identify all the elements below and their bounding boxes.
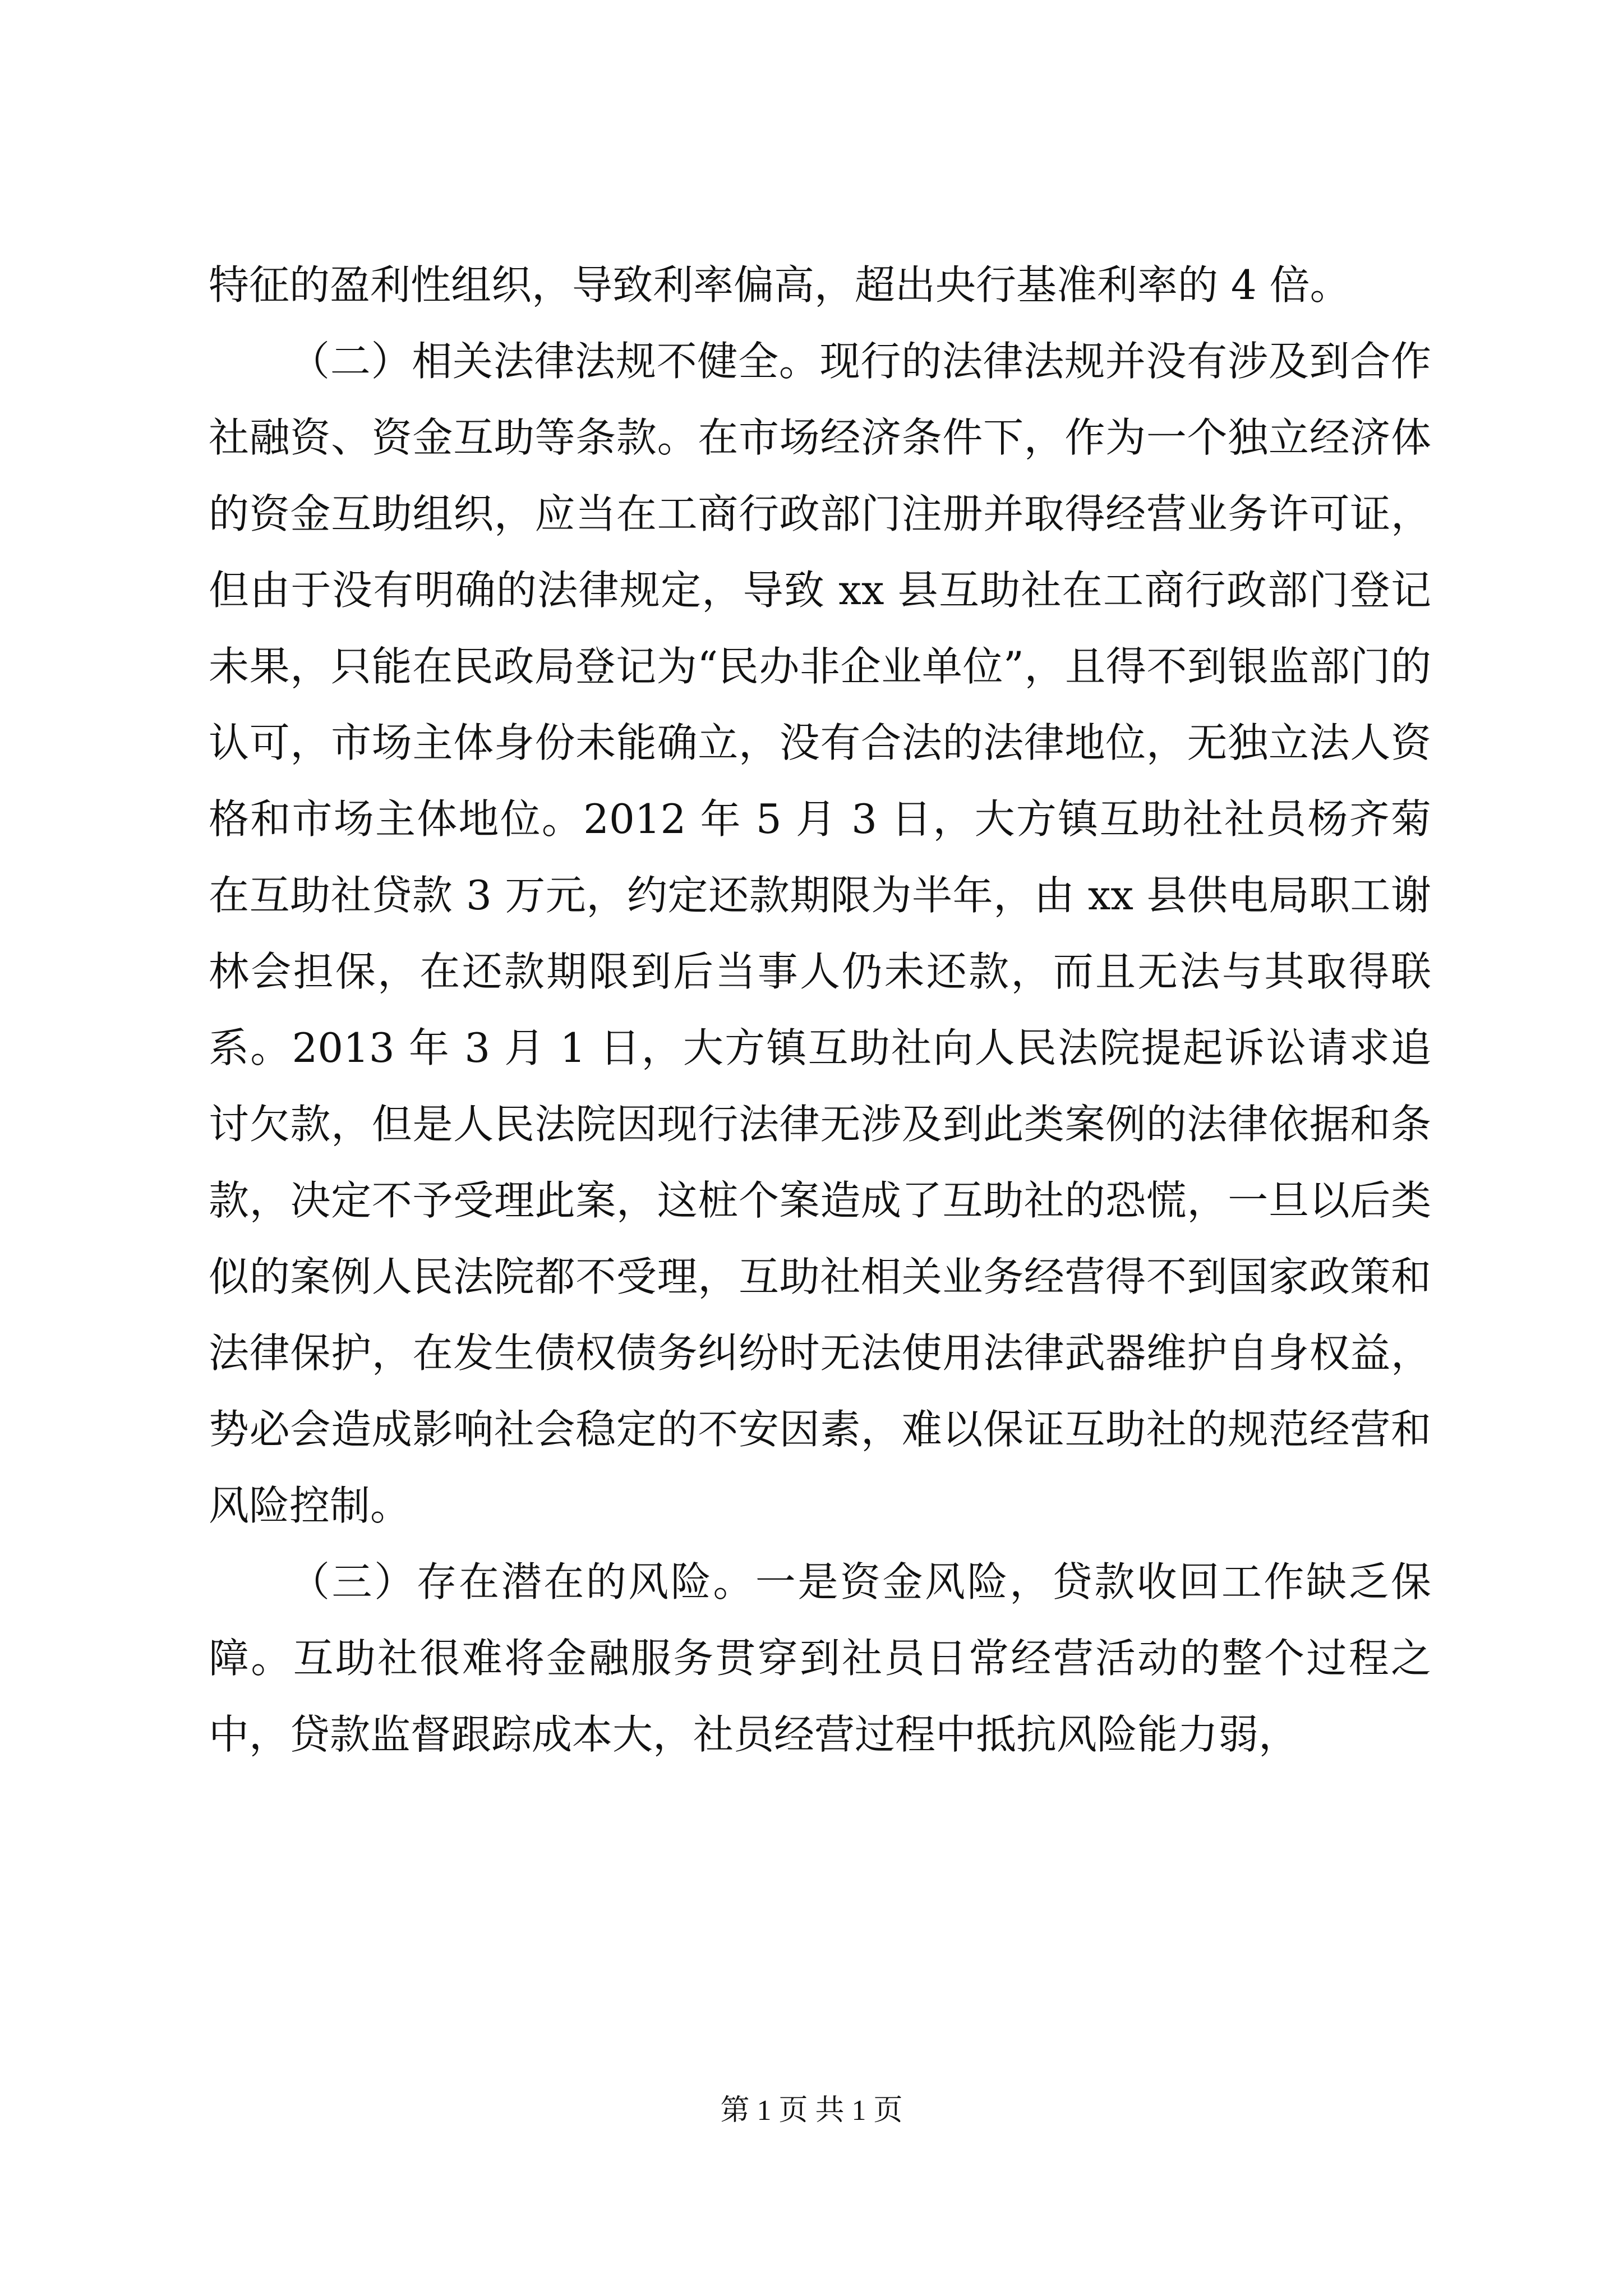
document-body <box>209 247 1431 1773</box>
paragraph-section-two: （二）相关法律法规不健全。现行的法律法规并没有涉及到合作社融资、资金互助等条款。在市场经济条件下，作为一个独立经济体的资金互助组织，应当在工商行政部门注册并取得经营业务许可证，但由于没有明确的法律规定，导致 xx 县互助社在工商行政部门登记未果，只能在民政局登记为“民办非企业单位”，且得不到银监部门的认可，市场主体身份未能确立，没有合法的法律地位，无独立法人资格和市场主体地位。2012 年 5 月 3 日，大方镇互助社社员杨齐菊在互助社贷款 3 万元，约定还款期限为半年，由 xx 县供电局职工谢林会担保，在还款期限到后当事人仍未还款，而且无法与其取得联系。2013 年 3 月 1 日，大方镇互助社向人民法院提起诉讼请求追讨欠款，但是人民法院因现行法律无涉及到此类案例的法律依据和条款，决定不予受理此案，这桩个案造成了互助社的恐慌，一旦以后类似的案例人民法院都不受理，互助社相关业务经营得不到国家政策和法律保护，在发生债权债务纠纷时无法使用法律武器维护自身权益，势必会造成影响社会稳定的不安因素，难以保证互助社的规范经营和风险控制。 <box>209 338 1431 1529</box>
paragraph-continuation: 特征的盈利性组织，导致利率偏高，超出央行基准利率的 4 倍。 <box>209 261 1350 309</box>
paragraph-section-three: （三）存在潜在的风险。一是资金风险，贷款收回工作缺乏保障。互助社很难将金融服务贯穿到社员日常经营活动的整个过程之中，贷款监督跟踪成本大，社员经营过程中抵抗风险能力弱， <box>209 1558 1431 1758</box>
page-footer: 第 1 页 共 1 页 <box>720 2095 903 2127</box>
